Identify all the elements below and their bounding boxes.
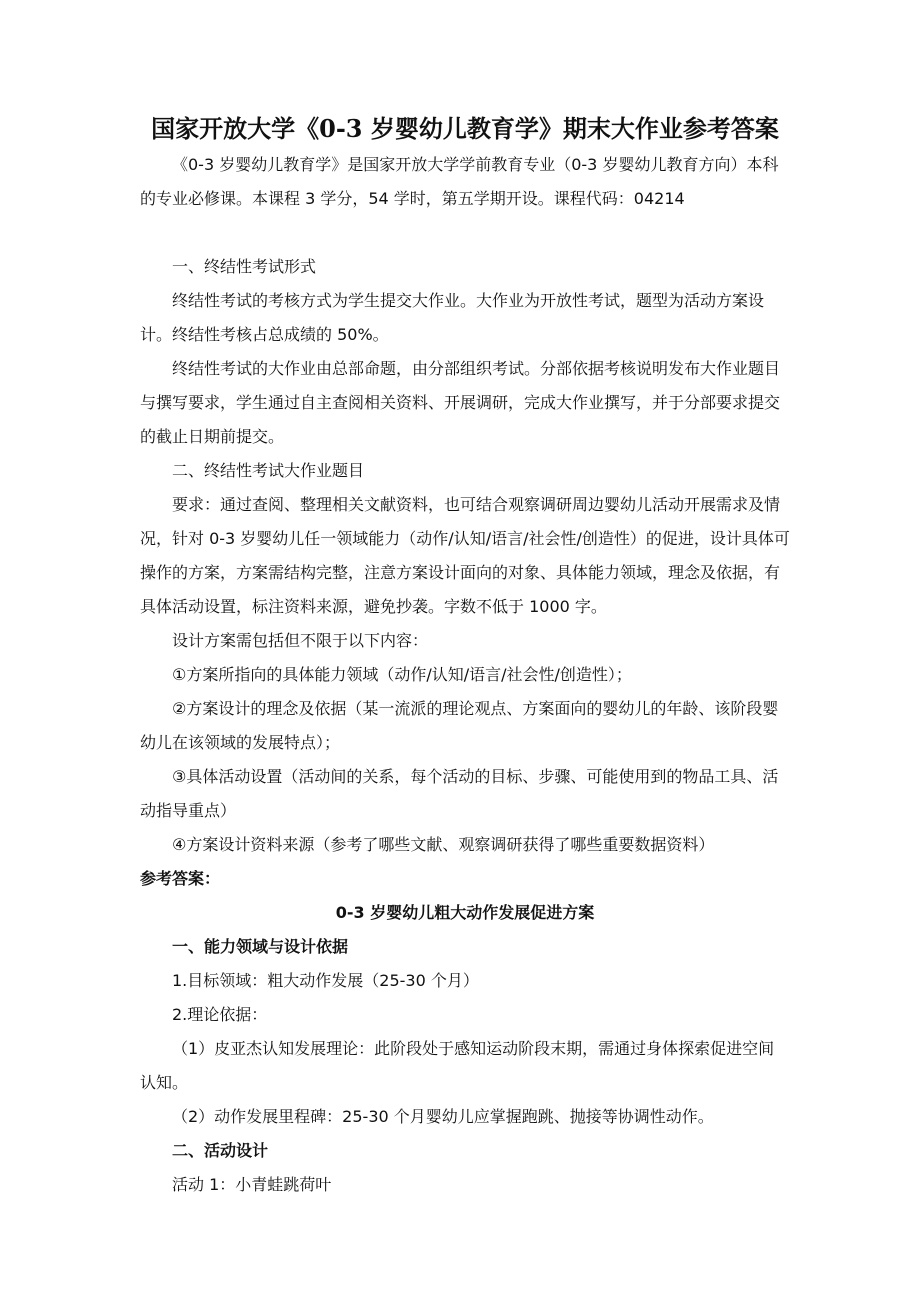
theory-item-2: （2）动作发展里程碑：25-30 个月婴幼儿应掌握跑跳、抛接等协调性动作。 bbox=[172, 1107, 714, 1126]
document-body bbox=[140, 110, 790, 1202]
theory-label: 2.理论依据： bbox=[172, 1005, 268, 1024]
section1-paragraph-1: 终结性考试的考核方式为学生提交大作业。大作业为开放性考试，题型为活动方案设计。终结性考核占总成绩的 50%。 bbox=[140, 291, 765, 344]
theory-item-1: （1）皮亚杰认知发展理论：此阶段处于感知运动阶段末期，需通过身体探索促进空间认知。 bbox=[140, 1039, 775, 1092]
section1-heading: 一、终结性考试形式 bbox=[172, 257, 317, 276]
course-intro-paragraph: 《0-3 岁婴幼儿教育学》是国家开放大学学前教育专业（0-3 岁婴幼儿教育方向）本科的专业必修课。本课程 3 学分，54 学时，第五学期开设。课程代码：04214 bbox=[140, 155, 779, 208]
requirement-item-3: ③具体活动设置（活动间的关系，每个活动的目标、步骤、可能使用到的物品工具、活动指导重点） bbox=[140, 767, 779, 820]
requirement-item-1: ①方案所指向的具体能力领域（动作/认知/语言/社会性/创造性）； bbox=[172, 665, 632, 684]
part1-heading: 一、能力领域与设计依据 bbox=[172, 937, 349, 956]
requirement-item-4: ④方案设计资料来源（参考了哪些文献、观察调研获得了哪些重要数据资料） bbox=[172, 835, 715, 854]
requirement-paragraph: 要求：通过查阅、整理相关文献资料，也可结合观察调研周边婴幼儿活动开展需求及情况，针对 0-3 岁婴幼儿任一领域能力（动作/认知/语言/社会性/创造性）的促进，设计具体可操作的方案，方案需结构完整，注意方案设计面向的对象、具体能力领域，理念及依据，有具体活动设置，标注资料来源，避免抄袭。字数不低于 1000 字。 bbox=[140, 495, 790, 616]
section1-paragraph-2: 终结性考试的大作业由总部命题，由分部组织考试。分部依据考核说明发布大作业题目与撰写要求，学生通过自主查阅相关资料、开展调研，完成大作业撰写，并于分部要求提交的截止日期前提交。 bbox=[140, 359, 781, 446]
paragraph-spacer bbox=[140, 216, 790, 250]
target-domain: 1.目标领域：粗大动作发展（25-30 个月） bbox=[172, 971, 479, 990]
document-title: 国家开放大学《0-3 岁婴幼儿教育学》期末大作业参考答案 bbox=[151, 114, 779, 143]
section2-heading: 二、终结性考试大作业题目 bbox=[172, 461, 365, 480]
plan-title: 0-3 岁婴幼儿粗大动作发展促进方案 bbox=[335, 903, 595, 922]
requirement-item-2: ②方案设计的理念及依据（某一流派的理论观点、方案面向的婴幼儿的年龄、该阶段婴幼儿在该领域的发展特点）； bbox=[140, 699, 779, 752]
reference-answer-label: 参考答案： bbox=[140, 869, 221, 888]
plan-content-intro: 设计方案需包括但不限于以下内容： bbox=[172, 631, 429, 650]
activity-1-title: 活动 1：小青蛙跳荷叶 bbox=[172, 1175, 332, 1194]
part2-heading: 二、活动设计 bbox=[172, 1141, 269, 1160]
